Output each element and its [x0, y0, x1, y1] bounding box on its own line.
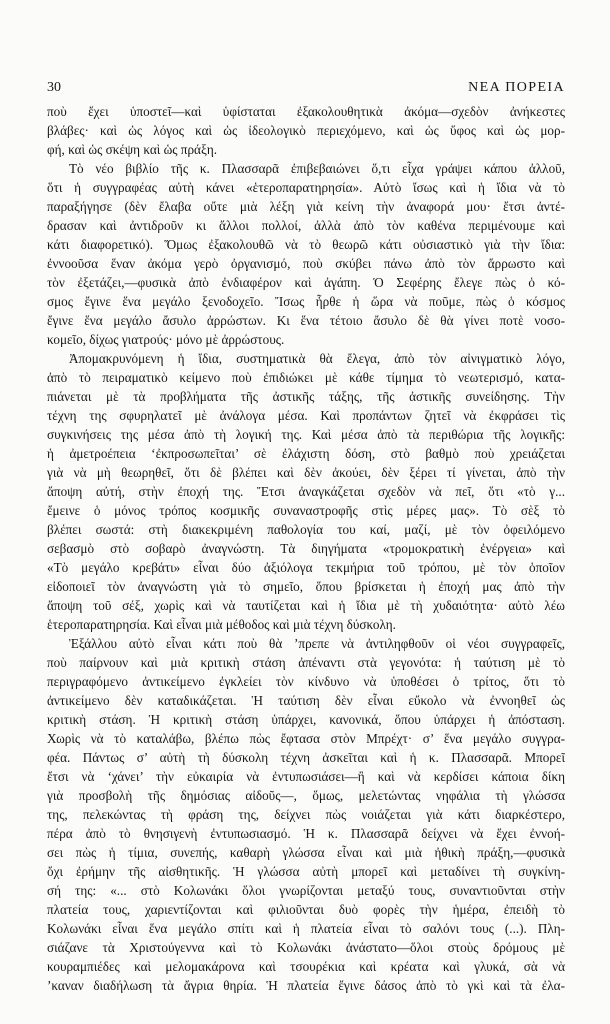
- article-body: [47, 102, 565, 995]
- text-line: της, πελεκώντας τὴ φράση της, δείχνει πὼς νοιάζεται γιὰ κάτι διαρκέστερο,: [47, 807, 565, 822]
- text-line: σιάζανε τὰ Χριστούγεννα καὶ τὸ Κολωνάκι ἀνάστατο—ὅλοι στοὺς δρόμους μὲ: [47, 940, 565, 955]
- text-line: σεβασμὸ στὸ σοβαρὸ ἀναγνώστη. Τὰ διηγήματα «τρομοκρατικὴ ἐνέργεια» καὶ: [47, 541, 565, 556]
- text-line: παραξήγησε (δὲν ἔλαβα οὔτε μιὰ λέξη γιὰ κείνη τὴν ἀναφορά μου· ἔτσι ἀντέ-: [47, 199, 565, 214]
- text-line: εἰδοποιεῖ τὸν ἀναγνώστη γιὰ τὸ σημεῖο, ὅπου βρίσκεται ἡ ἐποχή μας ἀπὸ τὴν: [47, 579, 565, 594]
- paragraph: [47, 634, 565, 995]
- text-line: γιὰ νὰ μὴ θεωρηθεῖ, ὅτι δὲ βλέπει καὶ δὲν ἀκούει, δὲν ξέρει τί γίνεται, ἀπὸ τὴν: [47, 465, 565, 480]
- text-line: γιὰ προσβολὴ τῆς δημόσιας αἰδοῦς—, ὅμως, μελετώντας νηφάλια τὴ γλώσσα: [47, 788, 565, 803]
- text-line: ἔμεινε ὁ μόνος τρόπος κοσμικῆς συναναστροφῆς στὶς μέρες μας». Τὸ σὲξ τὸ: [47, 503, 565, 518]
- text-line: ἀπὸ τὸ πειραματικὸ κείμενο ποὺ ἐπιδιώκει μὲ κάθε τίμημα τὸ νεωτερισμό, κατα-: [47, 370, 565, 385]
- text-line: σμος ἔγινε ἕνα μεγάλο ξενοδοχεῖο. Ἴσως ἦρθε ἡ ὥρα νὰ ποῦμε, πὼς ὁ κόσμος: [47, 294, 565, 309]
- text-line: ἄποψη αὐτή, στὴν ἐποχή της. Ἔτσι ἀναγκάζεται σχεδὸν νὰ πεῖ, ὅτι «τὸ γ...: [47, 484, 565, 499]
- paragraph: [47, 349, 565, 634]
- text-line: «Τὸ μεγάλο κρεβάτι» εἶναι δύο ἀξιόλογα τεκμήρια τοῦ τρόπου, μὲ τὸν ὁποῖον: [47, 560, 565, 575]
- text-line: βλέπει σωστά: στὴ διακεκριμένη παθολογία του καί, μαζί, μὲ τὸν ὀφειλόμενο: [47, 522, 565, 537]
- text-line: ἔτσι νὰ ‘χάνει’ τὴν εὐκαιρία νὰ ἐντυπωσιάσει—ἢ καὶ νὰ κερδίσει κάποια δίκη: [47, 769, 565, 784]
- text-line: Ἐξάλλου αὐτὸ εἶναι κάτι ποὺ θὰ ’πρεπε νὰ ἀντιληφθοῦν οἱ νέοι συγγραφεῖς,: [69, 636, 565, 651]
- text-line: ὅτι ἡ συγγραφέας αὐτὴ κάνει «ἑτεροπαρατηρησία». Αὐτὸ ἴσως καὶ ἡ ἴδια νὰ τὸ: [47, 180, 565, 195]
- text-line: ἡ ἀμετροέπεια ‘ἐκπροσωπεῖται’ σὲ ἐλάχιστη δόση, στὸ βαθμὸ ποὺ χρειάζεται: [47, 446, 565, 461]
- text-line: ποὺ ἔχει ὑποστεῖ—καὶ ὑφίσταται ἐξακολουθητικὰ ἀκόμα—σχεδὸν ἀνήκεστες: [47, 104, 565, 119]
- text-line: σή της: «... στὸ Κολωνάκι ὅλοι γνωρίζονται μεταξύ τους, συναντιοῦνται στὴν: [47, 883, 565, 898]
- text-line: σει πὼς ἡ τίμια, συνεπής, καθαρὴ γλώσσα εἶναι καὶ μιὰ ἠθικὴ πράξη,—φυσικὰ: [47, 845, 565, 860]
- text-line: πιάνεται μὲ τὰ προβλήματα τῆς ἀστικῆς τάξης, τῆς ἀστικῆς συνείδησης. Τὴν: [47, 389, 565, 404]
- text-line: πέρα ἀπὸ τὸ θνησιγενὴ ἐντυπωσιασμό. Ἡ κ. Πλασσαρᾶ δείχνει νὰ ἔχει ἐννοή-: [47, 826, 565, 841]
- page-header: [47, 79, 565, 97]
- text-line: ἀντικείμενο δὲν καταδικάζεται. Ἡ ταύτιση δὲν εἶναι εὔκολο νὰ ἐννοηθεῖ ὡς: [47, 693, 565, 708]
- text-line: πλατεία τους, χαριεντίζονται καὶ φιλιοῦνται δυὸ φορὲς τὴν ἡμέρα, ἐπειδὴ τὸ: [47, 902, 565, 917]
- text-line: Χωρὶς νὰ τὸ καταλάβω, βλέπω πὼς ἔφτασα στὸν Μπρέχτ· σ’ ἕνα μεγάλο συγγρα-: [47, 731, 565, 746]
- text-line: φέα. Πάντως σ’ αὐτὴ τὴ δύσκολη τέχνη ἀσκεῖται καὶ ἡ κ. Πλασσαρᾶ. Μπορεῖ: [47, 750, 565, 765]
- text-line: ἐννοοῦσα ἕναν ἀκόμα γερὸ ὀργανισμό, ποὺ σκύβει πάνω ἀπὸ τὸν ἄρρωστο καὶ: [47, 256, 565, 271]
- text-line: δρασαν καὶ ἀντιδροῦν κι ἄλλοι πολλοί, ἀλλὰ ἀπὸ τὸν καθένα περιμένουμε καὶ: [47, 218, 565, 233]
- text-line: φή, καὶ ὡς σκέψη καὶ ὡς πράξη.: [47, 142, 218, 157]
- text-line: ἔγινε ἕνα μεγάλο ἄσυλο ἀρρώστων. Κι ἕνα τέτοιο ἄσυλο δὲ θὰ γίνει ποτὲ νοσο-: [47, 313, 565, 328]
- text-line: ἑτεροπαρατηρησία. Καὶ εἶναι μιὰ μέθοδος καὶ μιὰ τέχνη δύσκολη.: [47, 617, 396, 632]
- text-line: ὄχι ἐρήμην τῆς αἰσθητικῆς. Ἡ γλώσσα αὐτὴ μπορεῖ καὶ μεταδίνει τὴ συγκίνη-: [47, 864, 565, 879]
- text-line: κουραμπιέδες καὶ μελομακάρονα καὶ τσουρέκια καὶ κρέατα καὶ γλυκά, σὰ νὰ: [47, 959, 565, 974]
- paragraph: [47, 159, 565, 349]
- text-line: κομεῖο, δίχως γιατρούς· μόνο μὲ ἀρρώστους.: [47, 332, 285, 347]
- text-line: κριτικὴ στάση. Ἡ κριτικὴ στάση ὑπάρχει, κανονικά, ὅπου ὑπάρχει ἡ ἀπόσταση.: [47, 712, 565, 727]
- text-line: Ἀπομακρυνόμενη ἡ ἴδια, συστηματικὰ θὰ ἔλεγα, ἀπὸ τὸν αἰνιγματικὸ λόγο,: [69, 351, 565, 366]
- text-line: τέχνη της σφυρηλατεῖ μὲ ἀνάλογα μέσα. Καὶ προπάντων ζητεῖ νὰ ἐκφράσει τὶς: [47, 408, 565, 423]
- text-line: Κολωνάκι εἶναι ἕνα μεγάλο σπίτι καὶ ἡ πλατεία εἶναι τὸ σαλόνι τους (...). Πλη-: [47, 921, 565, 936]
- running-head: ΝΕΑ ΠΟΡΕΙΑ: [468, 80, 565, 95]
- text-line: περιγραφόμενο ἀντικείμενο ἐγκλείει τὸν κίνδυνο νὰ ὑποθέσει ὁ τρίτος, ὅτι τὸ: [47, 674, 565, 689]
- text-line: Τὸ νέο βιβλίο τῆς κ. Πλασσαρᾶ ἐπιβεβαιώνει ὅ,τι εἶχα γράψει κάπου ἀλλοῦ,: [69, 161, 565, 176]
- text-line: ’καναν διαδήλωση τὰ ἄγρια θηρία. Ἡ πλατεία ἔγινε δάσος ἀπὸ τὸ γκὶ καὶ τὰ ἐλα-: [47, 978, 565, 993]
- text-line: ἄποψη τοῦ σέξ, χωρὶς καὶ νὰ ταυτίζεται καὶ ἡ ἴδια μὲ τὴ χυδαιότητα· αὐτὸ λέω: [47, 598, 565, 613]
- page-number: 30: [47, 80, 61, 95]
- paragraph: [47, 102, 565, 159]
- text-line: κάτι διαφορετικό). Ὅμως ἐξακολουθῶ νὰ τὸ θεωρῶ κάτι οὐσιαστικὸ γιὰ τὴν ἴδια:: [47, 237, 565, 252]
- text-line: συγκινήσεις της μέσα ἀπὸ τὴ λογική της. Καὶ μέσα ἀπὸ τὰ περιθώρια τῆς λογικῆς:: [47, 427, 565, 442]
- text-line: ποὺ παίρνουν καὶ μιὰ κριτικὴ στάση ἀπέναντι στὰ γεγονότα: ἡ ταύτιση μὲ τὸ: [47, 655, 565, 670]
- text-line: τὸν ἐξετάζει,—φυσικὰ ἀπὸ ἐνδιαφέρον καὶ ἀγάπη. Ὁ Σεφέρης ἔλεγε πὼς ὁ κό-: [47, 275, 565, 290]
- text-line: βλάβες· καὶ ὡς λόγος καὶ ὡς ἰδεολογικὸ περιεχόμενο, καὶ ὡς ὕφος καὶ ὡς μορ-: [47, 123, 565, 138]
